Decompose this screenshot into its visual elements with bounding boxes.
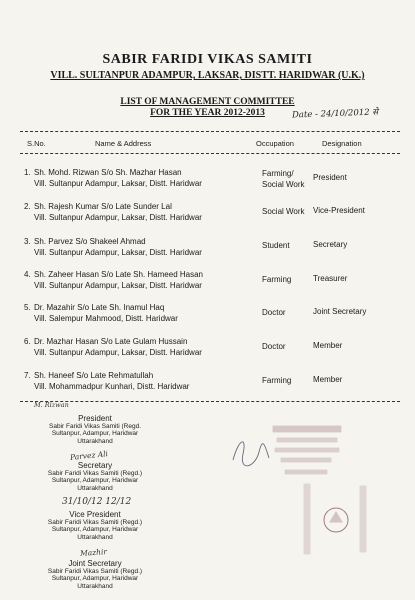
member-address: Vill. Sultanpur Adampur, Laksar, Distt. Haridwar	[34, 348, 202, 357]
member-occupation	[262, 206, 305, 217]
member-designation: Member	[313, 375, 343, 384]
column-header-name: Name & Address	[95, 139, 152, 148]
column-header-designation: Designation	[322, 139, 362, 148]
table-bottom-rule	[20, 401, 400, 402]
signature-address-line: Sultanpur, Adampur, Haridwar	[51, 526, 139, 533]
column-header-sno: S.No.	[27, 139, 46, 148]
member-number: 3.	[24, 237, 31, 246]
member-designation: President	[313, 173, 347, 182]
member-address: Vill. Salempur Mahmood, Distt. Haridwar	[34, 314, 178, 323]
signature-state-line: Uttarakhand	[77, 582, 113, 590]
signature-state-line: Uttarakhand	[77, 437, 113, 445]
member-designation: Member	[313, 341, 343, 350]
table-top-rule	[20, 131, 400, 132]
member-occupation-line-1: Farming/	[262, 169, 294, 178]
signature-org-line: Sabir Faridi Vikas Samiti (Regd.	[49, 422, 141, 430]
member-occupation-line-1: Farming	[262, 376, 292, 385]
president-signature-block	[25, 415, 165, 445]
vice-president-title: Vice President	[69, 510, 121, 519]
member-occupation	[262, 168, 305, 190]
signature-address-line: Sultanpur, Adampur, Haridwar	[51, 477, 139, 484]
secretary-title: Secretary	[77, 461, 113, 470]
member-occupation	[262, 274, 291, 285]
member-name: Dr. Mazahir S/o Late Sh. Inamul Haq	[34, 303, 165, 312]
member-name: Sh. Zaheer Hasan S/o Late Sh. Hameed Hasan	[34, 270, 203, 279]
organization-address: VILL. SULTANPUR ADAMPUR, LAKSAR, DISTT. HARIDWAR (U.K.)	[50, 70, 365, 81]
member-designation: Secretary	[313, 240, 348, 249]
member-name: Sh. Mohd. Rizwan S/o Sh. Mazhar Hasan	[34, 168, 182, 177]
member-address: Vill. Sultanpur Adampur, Laksar, Distt. Haridwar	[34, 281, 202, 290]
president-title: President	[78, 414, 112, 423]
member-address: Vill. Sultanpur Adampur, Laksar, Distt. Haridwar	[34, 213, 202, 222]
signature-state-line: Uttarakhand	[77, 533, 113, 541]
member-occupation	[262, 341, 286, 352]
joint-secretary-title: Joint Secretary	[68, 559, 122, 568]
official-stamp-block	[225, 418, 355, 483]
member-name: Sh. Parvez S/o Shakeel Ahmad	[34, 237, 146, 246]
joint-secretary-signature-block	[25, 560, 165, 590]
member-occupation-line-2: Social Work	[262, 180, 305, 189]
list-title-line-1: LIST OF MANAGEMENT COMMITTEE	[120, 97, 295, 107]
signature-state-line: Uttarakhand	[77, 484, 113, 492]
member-occupation	[262, 240, 290, 251]
column-header-occupation: Occupation	[256, 139, 294, 148]
member-number: 2.	[24, 202, 31, 211]
member-designation: Treasurer	[313, 274, 348, 283]
list-title	[120, 97, 295, 119]
member-occupation-line-1: Student	[262, 241, 290, 250]
member-occupation	[262, 375, 291, 386]
member-name: Sh. Haneef S/o Late Rehmatullah	[34, 371, 154, 380]
joint-secretary-signature: Mazhir	[79, 547, 108, 558]
member-address: Vill. Sultanpur Adampur, Laksar, Distt. Haridwar	[34, 179, 202, 188]
member-designation: Joint Secretary	[313, 307, 367, 316]
member-designation: Vice-President	[313, 206, 365, 215]
member-number: 5.	[24, 303, 31, 312]
table-header-rule	[20, 153, 400, 154]
member-occupation	[262, 307, 286, 318]
signature-org-line: Sabir Faridi Vikas Samiti (Regd.)	[47, 469, 143, 477]
member-occupation-line-1: Doctor	[262, 308, 286, 317]
member-occupation-line-1: Farming	[262, 275, 292, 284]
round-seal-icon	[300, 478, 375, 568]
member-occupation-line-1: Social Work	[262, 207, 305, 216]
signature-org-line: Sabir Faridi Vikas Samiti (Regd.)	[47, 567, 143, 575]
member-name: Dr. Mazhar Hasan S/o Late Gulam Hussain	[34, 337, 188, 346]
secretary-signature-block	[25, 462, 165, 492]
signature-address-line: Sultanpur, Adampur, Haridwar	[51, 575, 139, 582]
member-name: Sh. Rajesh Kumar S/o Late Sunder Lal	[34, 202, 172, 211]
member-address: Vill. Sultanpur Adampur, Laksar, Distt. Haridwar	[34, 248, 202, 257]
member-number: 1.	[24, 168, 31, 177]
vice-president-signature: 31/10/12 12/12	[62, 497, 132, 507]
member-number: 7.	[24, 371, 31, 380]
member-address: Vill. Mohammadpur Kunhari, Distt. Haridwar	[34, 382, 190, 391]
member-number: 6.	[24, 337, 31, 346]
organization-name: SABIR FARIDI VIKAS SAMITI	[102, 52, 313, 67]
list-title-line-2: FOR THE YEAR 2012-2013	[150, 108, 265, 118]
secretary-signature: Parvez Ali	[69, 449, 109, 462]
member-occupation-line-1: Doctor	[262, 342, 286, 351]
vice-president-signature-block	[25, 511, 165, 541]
signature-address-line: Sultanpur, Adampur, Haridwar	[51, 430, 139, 437]
signature-org-line: Sabir Faridi Vikas Samiti (Regd.)	[47, 518, 143, 526]
member-number: 4.	[24, 270, 31, 279]
handwritten-date: Date - 24/10/2012 से	[291, 107, 379, 121]
president-signature: M. Rizwan	[34, 401, 69, 409]
